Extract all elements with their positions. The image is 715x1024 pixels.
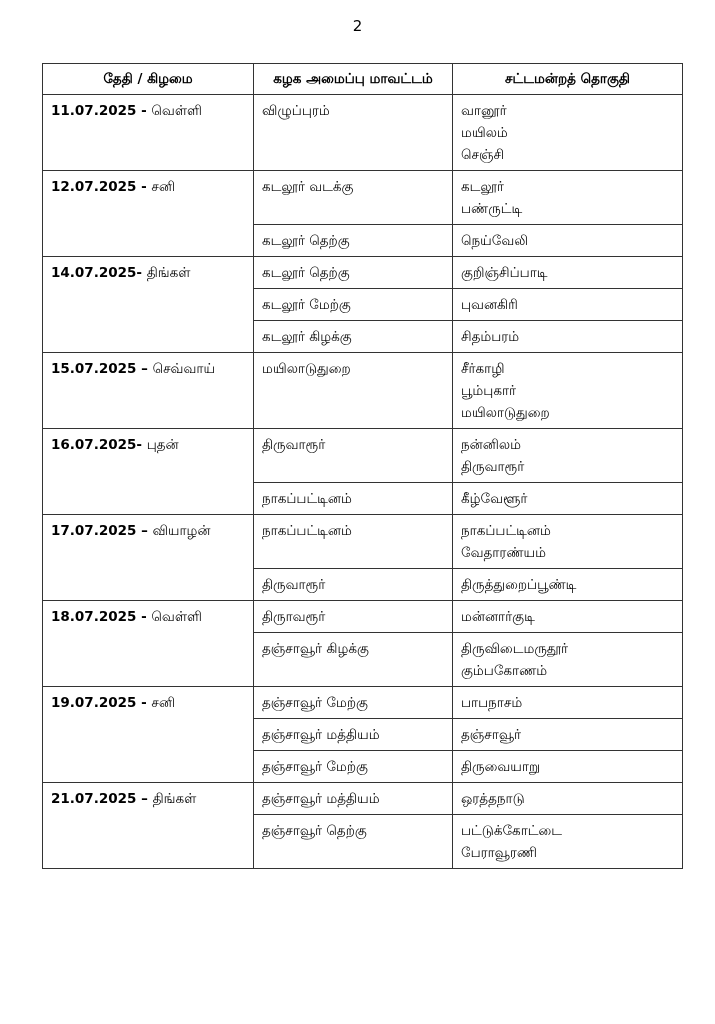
date-text: 11.07.2025 bbox=[51, 103, 137, 119]
constituency-name: பண்ருட்டி bbox=[461, 201, 523, 217]
date-separator: - bbox=[136, 437, 147, 453]
constituency-name: நெய்வேலி bbox=[461, 233, 528, 249]
date-text: 16.07.2025 bbox=[51, 437, 137, 453]
header-date-day: தேதி / கிழமை bbox=[43, 64, 254, 95]
weekday-text: வெள்ளி bbox=[151, 103, 202, 119]
district-cell: திருாவரூர் bbox=[254, 601, 453, 633]
constituency-cell bbox=[453, 569, 683, 601]
date-separator: – bbox=[136, 361, 153, 377]
district-cell: நாகப்பட்டினம் bbox=[254, 515, 453, 569]
constituency-cell bbox=[453, 515, 683, 569]
district-cell: தஞ்சாவூர் கிழக்கு bbox=[254, 633, 453, 687]
constituency-name: பேராவூரணி bbox=[461, 845, 537, 861]
constituency-cell bbox=[453, 429, 683, 483]
date-day-cell bbox=[43, 601, 254, 687]
date-separator: - bbox=[136, 265, 147, 281]
district-cell: கடலூர் வடக்கு bbox=[254, 171, 453, 225]
constituency-cell bbox=[453, 321, 683, 353]
weekday-text: வெள்ளி bbox=[151, 609, 202, 625]
district-cell: தஞ்சாவூர் மேற்கு bbox=[254, 751, 453, 783]
constituency-name: திருவிடைமருதூர் bbox=[461, 641, 569, 657]
schedule-body bbox=[43, 95, 683, 869]
page-number: 2 bbox=[352, 17, 363, 35]
date-text: 18.07.2025 bbox=[51, 609, 137, 625]
district-cell: தஞ்சாவூர் மத்தியம் bbox=[254, 719, 453, 751]
date-day-cell bbox=[43, 353, 254, 429]
constituency-cell bbox=[453, 257, 683, 289]
header-district: கழக அமைப்பு மாவட்டம் bbox=[254, 64, 453, 95]
district-cell: திருவாரூர் bbox=[254, 429, 453, 483]
date-day-cell bbox=[43, 257, 254, 353]
weekday-text: சனி bbox=[151, 179, 176, 195]
table-row bbox=[43, 515, 683, 569]
date-text: 19.07.2025 bbox=[51, 695, 137, 711]
date-separator: - bbox=[136, 695, 152, 711]
constituency-cell bbox=[453, 289, 683, 321]
date-day-cell bbox=[43, 687, 254, 783]
district-cell: விழுப்புரம் bbox=[254, 95, 453, 171]
table-row bbox=[43, 601, 683, 633]
table-row bbox=[43, 429, 683, 483]
date-separator: - bbox=[136, 609, 152, 625]
constituency-name: வானூர் bbox=[461, 103, 507, 119]
table-row bbox=[43, 687, 683, 719]
date-separator: - bbox=[136, 179, 152, 195]
constituency-name: குறிஞ்சிப்பாடி bbox=[461, 265, 548, 281]
weekday-text: திங்கள் bbox=[152, 791, 197, 807]
constituency-name: நன்னிலம் bbox=[461, 437, 521, 453]
constituency-cell bbox=[453, 601, 683, 633]
table-row bbox=[43, 257, 683, 289]
constituency-cell bbox=[453, 171, 683, 225]
constituency-cell bbox=[453, 95, 683, 171]
date-day-cell bbox=[43, 783, 254, 869]
date-day-cell bbox=[43, 429, 254, 515]
date-separator: – bbox=[136, 523, 153, 539]
date-separator: - bbox=[136, 103, 152, 119]
table-row bbox=[43, 353, 683, 429]
constituency-name: மன்னார்குடி bbox=[461, 609, 535, 625]
district-cell: நாகப்பட்டினம் bbox=[254, 483, 453, 515]
constituency-cell bbox=[453, 783, 683, 815]
constituency-name: மயிலம் bbox=[461, 125, 508, 141]
district-cell: கடலூர் தெற்கு bbox=[254, 257, 453, 289]
district-cell: தஞ்சாவூர் தெற்கு bbox=[254, 815, 453, 869]
constituency-cell bbox=[453, 483, 683, 515]
weekday-text: செவ்வாய் bbox=[152, 361, 216, 377]
date-text: 15.07.2025 bbox=[51, 361, 137, 377]
constituency-name: புவனகிரி bbox=[461, 297, 518, 313]
constituency-cell bbox=[453, 633, 683, 687]
date-text: 12.07.2025 bbox=[51, 179, 137, 195]
district-cell: தஞ்சாவூர் மத்தியம் bbox=[254, 783, 453, 815]
constituency-name: மயிலாடுதுறை bbox=[461, 405, 550, 421]
date-day-cell bbox=[43, 95, 254, 171]
constituency-name: செஞ்சி bbox=[461, 147, 505, 163]
district-cell: கடலூர் கிழக்கு bbox=[254, 321, 453, 353]
weekday-text: சனி bbox=[151, 695, 176, 711]
date-day-cell bbox=[43, 171, 254, 257]
table-row bbox=[43, 95, 683, 171]
constituency-cell bbox=[453, 687, 683, 719]
table-header-row bbox=[43, 64, 683, 95]
constituency-cell bbox=[453, 815, 683, 869]
weekday-text: புதன் bbox=[146, 437, 179, 453]
table-row bbox=[43, 171, 683, 225]
constituency-name: திருவாரூர் bbox=[461, 459, 525, 475]
constituency-name: ஒரத்தநாடு bbox=[461, 791, 525, 807]
constituency-name: சிதம்பரம் bbox=[461, 329, 520, 345]
constituency-name: பட்டுக்கோட்டை bbox=[461, 823, 563, 839]
header-constituency: சட்டமன்றத் தொகுதி bbox=[453, 64, 683, 95]
constituency-name: கீழ்வேளூர் bbox=[461, 491, 528, 507]
constituency-name: திருவையாறு bbox=[461, 759, 541, 775]
weekday-text: திங்கள் bbox=[146, 265, 191, 281]
constituency-name: கும்பகோணம் bbox=[461, 663, 548, 679]
district-cell: தஞ்சாவூர் மேற்கு bbox=[254, 687, 453, 719]
date-separator: – bbox=[136, 791, 153, 807]
date-day-cell bbox=[43, 515, 254, 601]
district-cell: கடலூர் தெற்கு bbox=[254, 225, 453, 257]
table-row bbox=[43, 783, 683, 815]
constituency-cell bbox=[453, 225, 683, 257]
tour-schedule-table bbox=[42, 63, 683, 869]
constituency-name: வேதாரண்யம் bbox=[461, 545, 546, 561]
date-text: 17.07.2025 bbox=[51, 523, 137, 539]
district-cell: மயிலாடுதுறை bbox=[254, 353, 453, 429]
constituency-name: நாகப்பட்டினம் bbox=[461, 523, 551, 539]
date-text: 21.07.2025 bbox=[51, 791, 137, 807]
constituency-name: பாபநாசம் bbox=[461, 695, 523, 711]
constituency-cell bbox=[453, 353, 683, 429]
constituency-cell bbox=[453, 751, 683, 783]
constituency-cell bbox=[453, 719, 683, 751]
constituency-name: தஞ்சாவூர் bbox=[461, 727, 522, 743]
district-cell: திருவாரூர் bbox=[254, 569, 453, 601]
constituency-name: பூம்புகார் bbox=[461, 383, 517, 399]
constituency-name: சீர்காழி bbox=[461, 361, 505, 377]
constituency-name: கடலூர் bbox=[461, 179, 504, 195]
weekday-text: வியாழன் bbox=[152, 523, 211, 539]
constituency-name: திருத்துறைப்பூண்டி bbox=[461, 577, 577, 593]
date-text: 14.07.2025 bbox=[51, 265, 137, 281]
district-cell: கடலூர் மேற்கு bbox=[254, 289, 453, 321]
